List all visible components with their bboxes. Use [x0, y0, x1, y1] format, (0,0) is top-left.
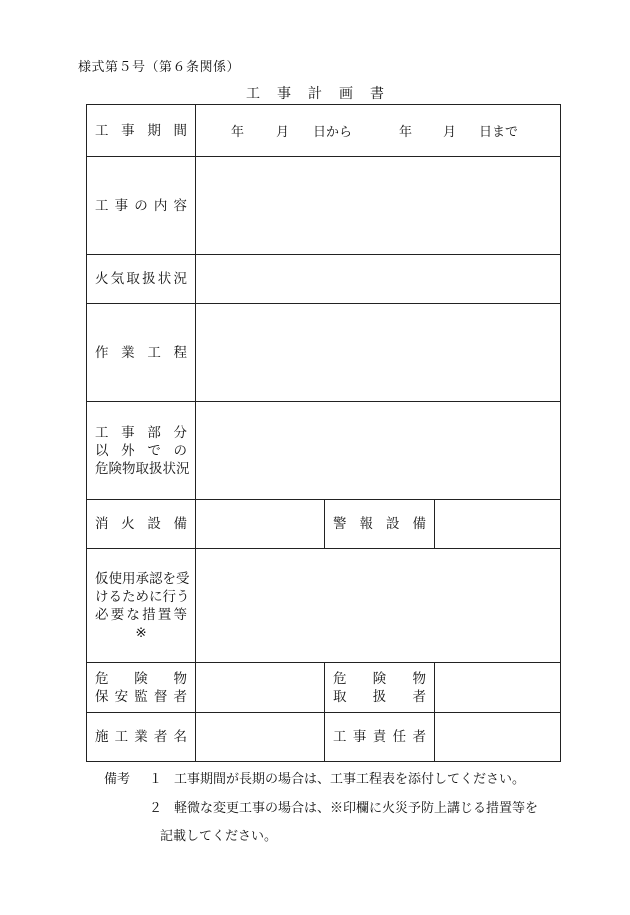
- hazmat-label-line-3: 危 険 物 取 扱 状 況: [95, 460, 190, 477]
- process-value-cell[interactable]: [196, 304, 560, 401]
- form-number: 様式第５号（第６条関係）: [78, 60, 241, 75]
- handler-value-cell[interactable]: [435, 663, 560, 712]
- extinguisher-label: 消 火 設 備: [95, 516, 187, 532]
- manager-value-cell[interactable]: [435, 713, 560, 761]
- form-table: [86, 104, 561, 762]
- process-row: [87, 303, 560, 401]
- hazmat-label-line-2: 以 外 で の: [95, 442, 187, 459]
- supervisor-label-cell: [87, 663, 196, 712]
- measures-label-line-3: 必 要 な 措 置 等: [95, 606, 187, 623]
- manager-label-cell: [324, 713, 435, 761]
- contractor-label: 施 工 業 者 名: [95, 729, 187, 745]
- remarks-heading: 備考: [104, 772, 131, 787]
- fire-label-cell: [87, 255, 196, 303]
- contractor-row: [87, 712, 560, 761]
- hazmat-label-cell: [87, 402, 196, 499]
- remarks-item-1-number: １: [149, 772, 163, 787]
- alarm-label: 警 報 設 備: [333, 516, 426, 532]
- hazmat-label-line-1: 工 事 部 分: [95, 424, 187, 441]
- page-title: 工事計画書: [246, 86, 401, 102]
- supervisor-value-cell[interactable]: [196, 663, 322, 712]
- alarm-value-cell[interactable]: [435, 500, 560, 548]
- process-label-cell: [87, 304, 196, 401]
- period-label: 工 事 期 間: [95, 122, 187, 139]
- content-label: 工 事 の 内 容: [95, 197, 187, 214]
- fire-value-cell[interactable]: [196, 255, 560, 303]
- content-value-cell[interactable]: [196, 157, 560, 254]
- measures-row: [87, 548, 560, 662]
- measures-label-line-1: 仮 使 用 承 認 を 受: [95, 570, 190, 587]
- period-start-year: 年: [231, 125, 245, 140]
- period-start-day: 日から: [313, 125, 353, 140]
- measures-label-line-2: け る た め に 行 う: [95, 588, 190, 605]
- process-label: 作 業 工 程: [95, 344, 187, 361]
- content-row: [87, 156, 560, 254]
- manager-label: 工 事 責 任 者: [333, 729, 426, 745]
- contractor-label-cell: [87, 713, 196, 761]
- equipment-row: [87, 499, 560, 548]
- supervisor-label-line-1: 危 険 物: [95, 670, 187, 687]
- hazmat-row: [87, 401, 560, 499]
- period-label-cell: [87, 105, 196, 156]
- content-label-cell: [87, 157, 196, 254]
- extinguisher-label-cell: [87, 500, 196, 548]
- period-value-cell[interactable]: [196, 105, 560, 156]
- measures-value-cell[interactable]: [196, 549, 560, 662]
- handler-label-line-1: 危 険 物: [333, 670, 426, 687]
- fire-row: [87, 254, 560, 303]
- period-row: [87, 105, 560, 156]
- handler-label-line-2: 取 扱 者: [333, 688, 426, 705]
- measures-label-cell: [87, 549, 196, 662]
- period-end-day: 日まで: [479, 125, 519, 140]
- remarks-item-2-number: ２: [149, 801, 163, 816]
- remarks-item-1-text: 工事期間が長期の場合は、工事工程表を添付してください。: [174, 772, 526, 787]
- supervisor-label-line-2: 保 安 監 督 者: [95, 688, 187, 705]
- alarm-label-cell: [324, 500, 435, 548]
- remarks-item-2-text-line-2: 記載してください。: [160, 829, 278, 844]
- supervisor-row: [87, 662, 560, 712]
- remarks-item-2-text-line-1: 軽微な変更工事の場合は、※印欄に火災予防上講じる措置等を: [174, 801, 539, 816]
- fire-label: 火 気 取 扱 状 況: [95, 271, 187, 287]
- contractor-value-cell[interactable]: [196, 713, 322, 761]
- period-end-month: 月: [443, 125, 457, 140]
- extinguisher-value-cell[interactable]: [196, 500, 322, 548]
- hazmat-value-cell[interactable]: [196, 402, 560, 499]
- period-start-month: 月: [276, 125, 290, 140]
- period-end-year: 年: [399, 125, 413, 140]
- handler-label-cell: [324, 663, 435, 712]
- measures-label-mark: ※: [135, 624, 147, 641]
